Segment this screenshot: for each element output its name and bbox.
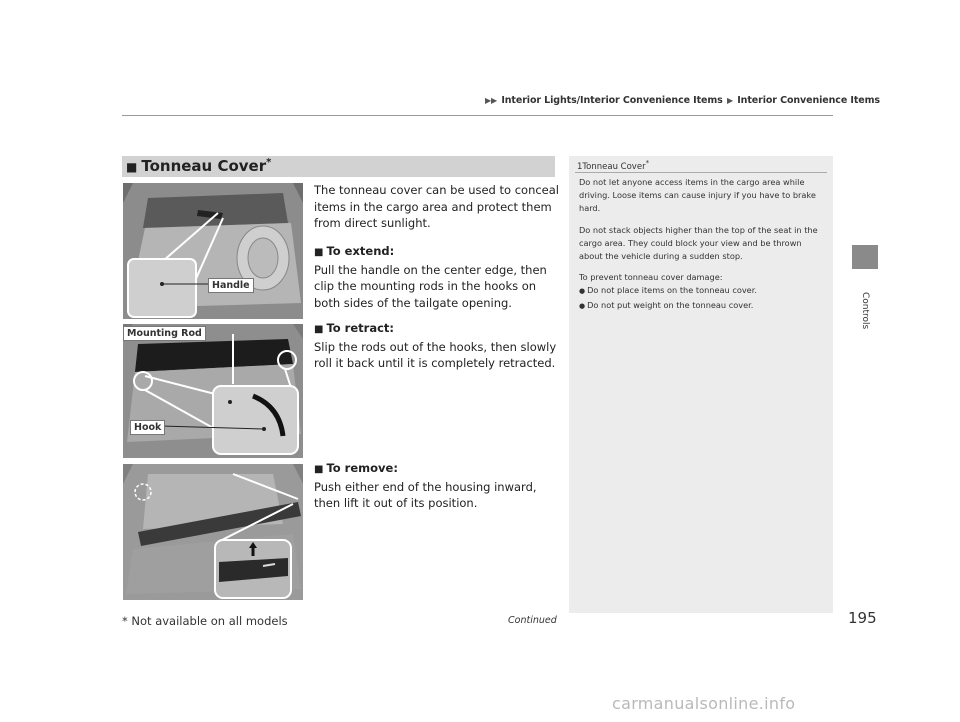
double-arrow-icon: ▶▶	[485, 96, 498, 105]
extend-text-block	[314, 243, 560, 311]
section-title-text: Tonneau Cover	[141, 157, 267, 175]
retract-heading-text: To retract:	[326, 321, 394, 335]
note-marker: 1	[577, 161, 583, 172]
note-bullet: ● Do not place items on the tonneau cover.	[579, 284, 827, 298]
note-bullet: ● Do not put weight on the tonneau cover.	[579, 299, 827, 313]
section-title-bar	[122, 156, 555, 177]
section-title-asterisk: *	[266, 157, 272, 168]
footer-continued: Continued	[508, 615, 557, 626]
side-tab-marker	[852, 245, 878, 269]
remove-paragraph: Push either end of the housing inward, then lift it out of its position.	[314, 479, 537, 510]
page-number: 195	[848, 609, 877, 627]
note-rule	[575, 172, 827, 173]
intro-paragraph: The tonneau cover can be used to conceal items in the cargo area and protect them from direct sunlight.	[314, 183, 559, 230]
remove-heading	[314, 460, 560, 479]
callout-mounting-rod: Mounting Rod	[123, 326, 206, 341]
side-tab-label[interactable]: Controls	[860, 292, 870, 330]
figure-tonneau-handle	[123, 183, 303, 319]
breadcrumb	[484, 95, 880, 106]
note-bullet-list	[579, 284, 827, 312]
retract-marker-icon: ■	[314, 324, 324, 335]
note-paragraph-3: To prevent tonneau cover damage:	[579, 272, 723, 283]
figure-tonneau-remove	[123, 464, 303, 600]
breadcrumb-item-2[interactable]: Interior Convenience Items	[737, 95, 880, 106]
breadcrumb-item-1[interactable]: Interior Lights/Interior Convenience Items	[501, 95, 723, 106]
retract-heading	[314, 320, 560, 339]
watermark: carmanualsonline.info	[612, 694, 796, 713]
intro-text-block	[314, 182, 560, 232]
remove-marker-icon: ■	[314, 464, 324, 475]
note-panel	[569, 156, 833, 613]
note-body	[579, 176, 827, 313]
note-paragraph-1: Do not let anyone access items in the cargo area while driving. Loose items can cause injury if you have to brake hard.	[579, 177, 816, 214]
retract-text-block	[314, 320, 560, 372]
footer-availability-note: * Not available on all models	[122, 614, 288, 628]
cargo-area-illustration-2	[123, 324, 303, 458]
retract-paragraph: Slip the rods out of the hooks, then slowly roll it back until it is completely retracted.	[314, 339, 557, 370]
section-marker-icon: ■	[126, 160, 138, 174]
callout-handle: Handle	[208, 278, 254, 293]
arrow-icon: ▶	[726, 96, 734, 105]
extend-heading	[314, 243, 560, 262]
header-rule	[122, 115, 833, 116]
figure-tonneau-hook	[123, 324, 303, 458]
remove-heading-text: To remove:	[326, 461, 398, 475]
note-heading	[577, 159, 649, 172]
remove-text-block	[314, 460, 560, 512]
callout-hook: Hook	[130, 420, 165, 435]
cargo-area-illustration-3	[123, 464, 303, 600]
cargo-area-illustration-1	[123, 183, 303, 319]
extend-marker-icon: ■	[314, 247, 324, 258]
extend-heading-text: To extend:	[326, 244, 395, 258]
note-title-asterisk: *	[645, 159, 650, 167]
note-title: Tonneau Cover	[582, 161, 646, 172]
section-title	[126, 157, 271, 175]
note-paragraph-2: Do not stack objects higher than the top of the seat in the cargo area. They could block your view and be thrown about the vehicle during a sudden stop.	[579, 224, 818, 262]
extend-paragraph: Pull the handle on the center edge, then clip the mounting rods in the hooks on both sides of the tailgate opening.	[314, 262, 547, 310]
